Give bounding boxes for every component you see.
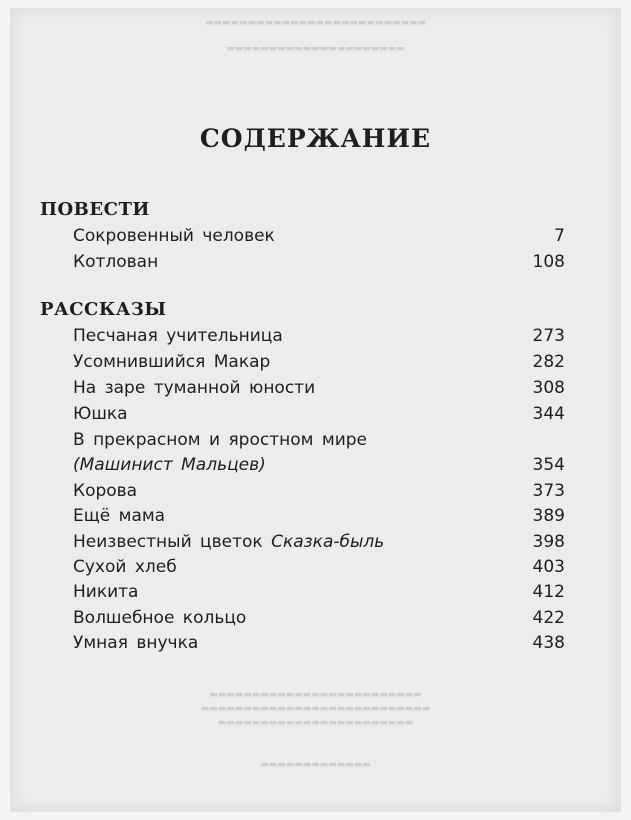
toc-entry[interactable] xyxy=(73,323,565,349)
entry-title: Корова xyxy=(73,481,138,501)
entry-title: Волшебное кольцо xyxy=(73,608,247,628)
entry-title: Сокровенный человек xyxy=(73,226,275,246)
entry-title: Неизвестный цветок xyxy=(73,532,263,552)
entry-title: Сухой хлеб xyxy=(73,557,177,577)
entry-title: Песчаная учительница xyxy=(73,326,283,346)
toc-entry[interactable] xyxy=(73,605,565,631)
entry-page: 373 xyxy=(532,481,565,501)
entry-page: 273 xyxy=(532,326,565,346)
entry-title: На заре туманной юности xyxy=(73,378,316,398)
entry-title-italic: (Машинист Мальцев) xyxy=(73,455,266,475)
entry-page: 398 xyxy=(532,532,565,552)
toc-entry[interactable] xyxy=(73,401,565,427)
bleed-through-text: ▬▬▬▬▬▬▬▬▬▬▬▬▬▬▬▬▬▬▬▬▬▬▬ xyxy=(217,718,414,728)
entry-page: 412 xyxy=(532,582,565,602)
entry-page: 7 xyxy=(554,226,565,246)
entry-page: 422 xyxy=(532,608,565,628)
entry-title: Ещё мама xyxy=(73,506,166,526)
toc-entry[interactable] xyxy=(73,249,565,275)
toc-entry[interactable] xyxy=(73,503,565,529)
toc-entry[interactable] xyxy=(73,478,565,504)
entry-page: 282 xyxy=(532,352,565,372)
toc-entry[interactable] xyxy=(73,579,565,605)
toc-title: СОДЕРЖАНИЕ xyxy=(199,124,432,153)
toc-entry[interactable] xyxy=(73,349,565,375)
bleed-through-text: ▬▬▬▬▬▬▬▬▬▬▬▬▬▬▬▬▬▬▬▬▬▬▬▬▬ xyxy=(209,690,422,700)
bleed-through-text: ▬▬▬▬▬▬▬▬▬▬▬▬▬▬▬▬▬▬▬▬▬ xyxy=(226,44,405,54)
entry-page: 403 xyxy=(532,557,565,577)
entry-page: 354 xyxy=(532,455,565,475)
entry-title: Никита xyxy=(73,582,139,602)
entry-title: Умная внучка xyxy=(73,633,199,653)
toc-entry[interactable] xyxy=(73,375,565,401)
section-title-povesti: ПОВЕСТИ xyxy=(40,199,150,220)
entry-page: 438 xyxy=(532,633,565,653)
entry-title: В прекрасном и яростном мире xyxy=(73,430,367,450)
entry-title: Усомнившийся Макар xyxy=(73,352,271,372)
entry-page: 344 xyxy=(532,404,565,424)
entry-page: 308 xyxy=(532,378,565,398)
entry-title: Котлован xyxy=(73,252,159,272)
section-title-rasskazy: РАССКАЗЫ xyxy=(40,299,167,320)
toc-entry[interactable] xyxy=(73,223,565,249)
bleed-through-text: ▬▬▬▬▬▬▬▬▬▬▬▬▬ xyxy=(260,760,371,770)
entry-title: Юшка xyxy=(73,404,128,424)
entry-page: 389 xyxy=(532,506,565,526)
bleed-through-text: ▬▬▬▬▬▬▬▬▬▬▬▬▬▬▬▬▬▬▬▬▬▬▬▬▬▬▬ xyxy=(200,704,431,714)
toc-entry[interactable] xyxy=(73,529,565,555)
toc-entry[interactable] xyxy=(73,554,565,580)
toc-entry[interactable] xyxy=(73,427,565,453)
entry-subtitle: Сказка-быль xyxy=(271,532,385,552)
bleed-through-text: ▬▬▬▬▬▬▬▬▬▬▬▬▬▬▬▬▬▬▬▬▬▬▬▬▬▬ xyxy=(204,18,427,28)
toc-entry[interactable] xyxy=(73,630,565,656)
entry-page: 108 xyxy=(532,252,565,272)
toc-entry[interactable] xyxy=(73,452,565,478)
